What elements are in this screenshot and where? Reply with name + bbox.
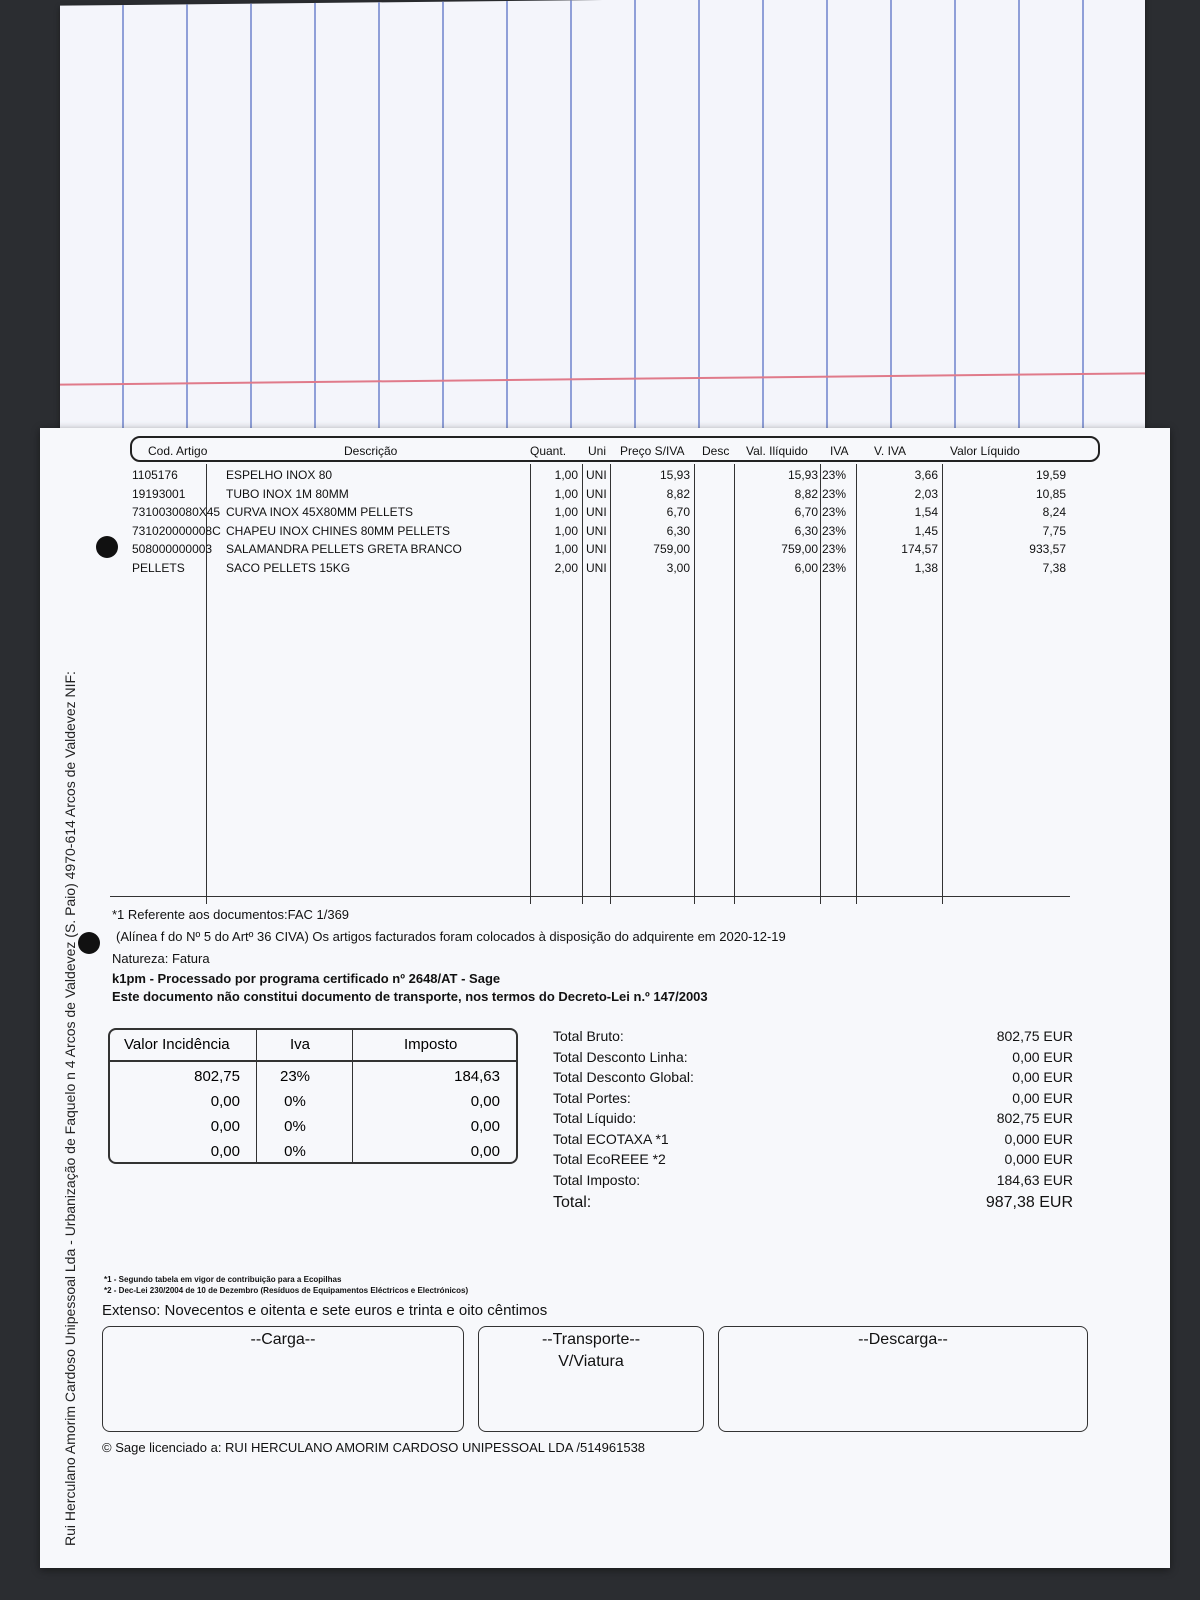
- total-label: Total ECOTAXA *1: [553, 1130, 669, 1147]
- column-divider: [352, 1030, 353, 1162]
- cell-valor-liquido: 7,75: [1042, 523, 1066, 538]
- cell-rate: 0%: [284, 1093, 306, 1110]
- cell-unit: UNI: [586, 542, 607, 556]
- items-table-header: [130, 436, 1100, 462]
- cell-price: 6,70: [666, 505, 690, 519]
- header-descricao: Descrição: [344, 444, 398, 458]
- cell-quantity: 1,00: [554, 505, 578, 519]
- transporte-label: --Transporte--: [541, 1331, 641, 1348]
- total-value: 0,00 EUR: [1012, 1048, 1073, 1065]
- punch-hole: [96, 536, 118, 558]
- total-label: Total EcoREEE *2: [553, 1151, 666, 1167]
- cell-val-iliquido: 15,93: [787, 468, 818, 482]
- cell-code: 19193001: [132, 486, 186, 501]
- header-uni: Uni: [588, 444, 607, 458]
- total-value: 0,000 EUR: [1004, 1130, 1073, 1147]
- header-desc: Desc: [702, 444, 730, 458]
- table-row: [130, 524, 1100, 542]
- table-row: [130, 542, 1100, 560]
- cell-incidence: 0,00: [210, 1143, 240, 1160]
- cell-description: TUBO INOX 1M 80MM: [226, 486, 349, 501]
- total-row: [553, 1028, 1073, 1048]
- descarga-box: [718, 1326, 1088, 1432]
- cell-quantity: 1,00: [554, 468, 578, 482]
- cell-val-iliquido: 6,00: [794, 560, 818, 575]
- processed-note: k1pm - Processado por programa certificado nº 2648/AT - Sage: [112, 971, 501, 986]
- cell-tax: 184,63: [454, 1068, 500, 1085]
- footnote-2: *2 - Dec-Lei 230/2004 de 10 de Dezembro (Resíduos de Equipamentos Eléctricos e Electrónicos): [104, 1286, 469, 1295]
- cell-valor-liquido: 10,85: [1035, 486, 1066, 501]
- reference-note: *1 Referente aos documentos:FAC 1/369: [112, 907, 350, 922]
- total-row: [553, 1151, 1073, 1171]
- header-cod-artigo: Cod. Artigo: [148, 444, 208, 458]
- header-iva: IVA: [830, 444, 849, 458]
- footnote-1: *1 - Segundo tabela em vigor de contribuição para a Ecopilhas: [104, 1275, 342, 1284]
- cell-val-iliquido: 6,70: [794, 505, 818, 519]
- carga-box: [102, 1326, 464, 1432]
- cell-quantity: 2,00: [554, 560, 578, 575]
- cell-code: 731020000008C: [132, 523, 221, 538]
- total-label: Total Imposto:: [553, 1171, 641, 1188]
- copyright-line: © Sage licenciado a: RUI HERCULANO AMORIM CARDOSO UNIPESSOAL LDA /514961538: [102, 1440, 646, 1455]
- header-iva: Iva: [290, 1036, 311, 1053]
- cell-incidence: 0,00: [210, 1118, 240, 1135]
- notebook-paper: [60, 0, 1145, 446]
- total-label: Total Desconto Global:: [553, 1069, 694, 1085]
- total-value: 0,00 EUR: [1012, 1089, 1073, 1106]
- punch-hole: [78, 932, 100, 954]
- total-row: [553, 1090, 1073, 1110]
- cell-price: 759,00: [653, 542, 690, 556]
- column-divider: [256, 1030, 257, 1162]
- total-row: [553, 1131, 1073, 1151]
- total-label: Total Bruto:: [553, 1028, 624, 1044]
- cell-unit: UNI: [586, 523, 607, 538]
- cell-code: 508000000003: [132, 542, 213, 556]
- table-row: [130, 561, 1100, 579]
- transport-note: Este documento não constitui documento de transporte, nos termos do Decreto-Lei n.º 147/2003: [112, 989, 708, 1004]
- cell-v-iva: 174,57: [901, 542, 938, 556]
- cell-code: PELLETS: [132, 560, 185, 575]
- cell-price: 3,00: [666, 560, 690, 575]
- tax-summary-table: [108, 1028, 518, 1164]
- cell-quantity: 1,00: [554, 542, 578, 556]
- cell-description: CHAPEU INOX CHINES 80MM PELLETS: [226, 523, 451, 538]
- cell-tax: 0,00: [470, 1143, 500, 1160]
- header-v-iva: V. IVA: [874, 444, 907, 458]
- margin-line: [60, 372, 1145, 385]
- cell-v-iva: 2,03: [914, 486, 938, 501]
- header-imposto: Imposto: [404, 1036, 458, 1053]
- cell-rate: 0%: [284, 1118, 306, 1135]
- header-val-iliquido: Val. Ilíquido: [746, 444, 808, 458]
- cell-rate: 23%: [279, 1068, 311, 1085]
- cell-tax: 0,00: [470, 1118, 500, 1135]
- cell-description: SACO PELLETS 15KG: [226, 560, 351, 575]
- carga-label: --Carga--: [250, 1331, 316, 1348]
- cell-iva: 23%: [822, 560, 847, 575]
- cell-description: CURVA INOX 45X80MM PELLETS: [226, 505, 413, 519]
- cell-iva: 23%: [822, 523, 847, 538]
- total-label: Total Desconto Linha:: [553, 1048, 688, 1065]
- cell-code: 7310030080X45: [132, 505, 221, 519]
- total-row: [553, 1069, 1073, 1089]
- total-label: Total Líquido:: [553, 1110, 637, 1126]
- total-value: 0,000 EUR: [1004, 1151, 1073, 1167]
- header-valor-incidencia: Valor Incidência: [124, 1036, 230, 1053]
- descarga-label: --Descarga--: [858, 1331, 948, 1348]
- total-row: [553, 1172, 1073, 1192]
- cell-valor-liquido: 933,57: [1029, 542, 1066, 556]
- cell-v-iva: 1,45: [914, 523, 938, 538]
- cell-iva: 23%: [822, 468, 847, 482]
- table-row: [130, 487, 1100, 505]
- transporte-box: [478, 1326, 704, 1432]
- cell-price: 15,93: [659, 468, 690, 482]
- cell-quantity: 1,00: [554, 523, 578, 538]
- cell-v-iva: 1,38: [914, 560, 938, 575]
- invoice-notes: [112, 904, 786, 1006]
- header-quant: Quant.: [530, 444, 567, 458]
- table-bottom-line: [110, 896, 1070, 897]
- amount-in-words: Extenso: Novecentos e oitenta e sete euros e trinta e oito cêntimos: [102, 1302, 548, 1319]
- total-value: 987,38 EUR: [985, 1194, 1073, 1211]
- total-row: [553, 1049, 1073, 1069]
- cell-val-iliquido: 759,00: [781, 542, 818, 556]
- cell-tax: 0,00: [470, 1093, 500, 1110]
- header-preco: Preço S/IVA: [620, 444, 685, 458]
- cell-rate: 0%: [284, 1143, 306, 1160]
- cell-unit: UNI: [586, 560, 607, 575]
- cell-iva: 23%: [822, 542, 847, 556]
- total-value: 184,63 EUR: [996, 1171, 1073, 1188]
- cell-description: ESPELHO INOX 80: [226, 468, 333, 482]
- cell-v-iva: 3,66: [914, 468, 938, 482]
- cell-unit: UNI: [586, 486, 607, 501]
- cell-val-iliquido: 8,82: [794, 486, 818, 501]
- natureza: Natureza: Fatura: [112, 951, 210, 966]
- transporte-value: V/Viatura: [558, 1353, 624, 1370]
- cell-code: 1105176: [132, 468, 178, 482]
- cell-price: 6,30: [666, 523, 690, 538]
- cell-valor-liquido: 8,24: [1042, 505, 1066, 519]
- total-row: [553, 1110, 1073, 1130]
- total-value: 0,00 EUR: [1012, 1069, 1073, 1085]
- invoice-sheet: [40, 428, 1170, 1568]
- table-row: [130, 468, 1100, 486]
- cell-incidence: 802,75: [194, 1068, 240, 1085]
- cell-price: 8,82: [666, 486, 690, 501]
- total-label: Total Portes:: [553, 1089, 631, 1106]
- header-divider: [110, 1060, 516, 1062]
- cell-incidence: 0,00: [210, 1093, 240, 1110]
- total-value: 802,75 EUR: [996, 1028, 1073, 1044]
- cell-iva: 23%: [822, 486, 847, 501]
- table-row: [130, 505, 1100, 523]
- cell-unit: UNI: [586, 468, 607, 482]
- total-value: 802,75 EUR: [996, 1110, 1073, 1126]
- header-valor-liquido: Valor Líquido: [950, 444, 1020, 458]
- cell-valor-liquido: 19,59: [1035, 468, 1066, 482]
- footnotes: [104, 1274, 468, 1296]
- total-row: [553, 1194, 1073, 1214]
- cell-valor-liquido: 7,38: [1042, 560, 1066, 575]
- cell-unit: UNI: [586, 505, 607, 519]
- cell-val-iliquido: 6,30: [794, 523, 818, 538]
- cell-description: SALAMANDRA PELLETS GRETA BRANCO: [226, 542, 462, 556]
- company-address-vertical: Rui Herculano Amorim Cardoso Unipessoal Lda - Urbanização de Faquelo n 4 Arcos de Valdevez (S. Paio) 4970-614 Arcos de Valdevez NIF:: [62, 671, 78, 1546]
- total-label: Total:: [553, 1194, 592, 1211]
- cell-iva: 23%: [822, 505, 847, 519]
- cell-quantity: 1,00: [554, 486, 578, 501]
- alinea-note: (Alínea f do Nº 5 do Artº 36 CIVA) Os artigos facturados foram colocados à disposição do adquirente em 2020-12-19: [116, 929, 786, 944]
- cell-v-iva: 1,54: [914, 505, 938, 519]
